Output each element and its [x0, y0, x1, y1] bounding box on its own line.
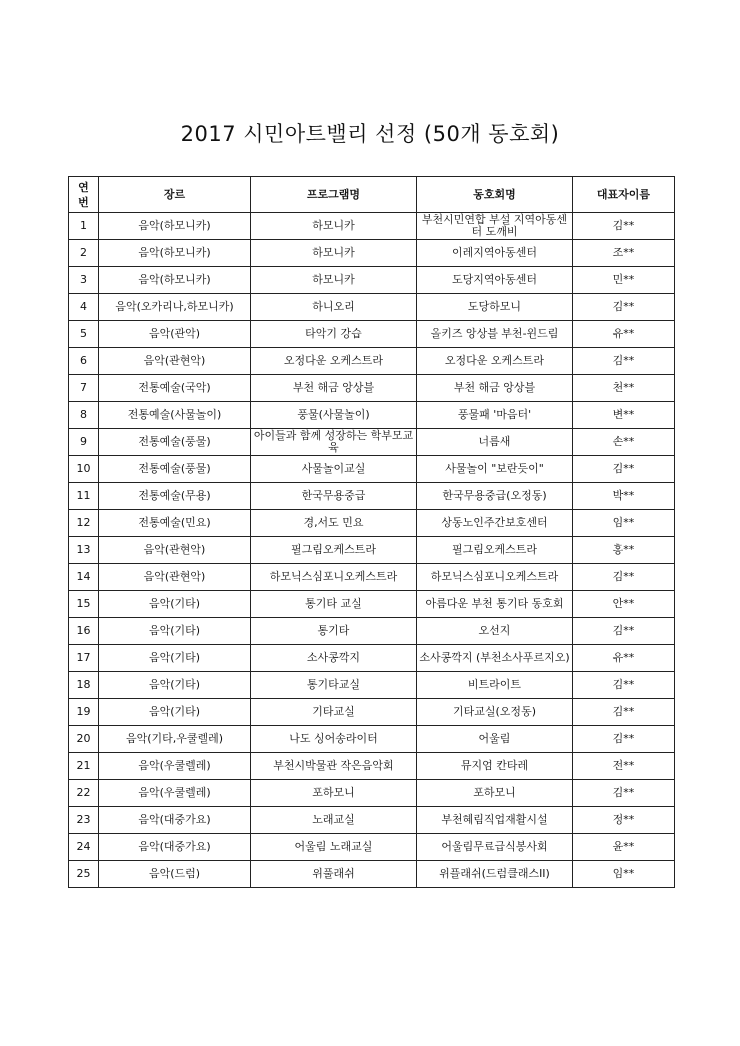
table-row [69, 510, 675, 537]
cell-genre: 음악(기타) [99, 699, 251, 726]
cell-number: 17 [69, 645, 99, 672]
cell-program: 하모니카 [251, 213, 417, 240]
cell-club: 오선지 [417, 618, 573, 645]
cell-number: 14 [69, 564, 99, 591]
cell-program: 경,서도 민요 [251, 510, 417, 537]
cell-program: 부천시박물관 작은음악회 [251, 753, 417, 780]
cell-representative: 김** [573, 726, 675, 753]
cell-number: 10 [69, 456, 99, 483]
cell-representative: 김** [573, 699, 675, 726]
cell-genre: 음악(하모니카) [99, 213, 251, 240]
cell-number: 9 [69, 429, 99, 456]
cell-genre: 음악(기타) [99, 618, 251, 645]
cell-genre: 음악(우쿨렐레) [99, 753, 251, 780]
cell-program: 하모니카 [251, 267, 417, 294]
cell-genre: 전통예술(국악) [99, 375, 251, 402]
cell-program: 통기타 교실 [251, 591, 417, 618]
cell-club: 필그림오케스트라 [417, 537, 573, 564]
cell-program: 하니오리 [251, 294, 417, 321]
cell-club: 기타교실(오정동) [417, 699, 573, 726]
table-row [69, 726, 675, 753]
cell-program: 노래교실 [251, 807, 417, 834]
cell-representative: 박** [573, 483, 675, 510]
cell-genre: 음악(드럼) [99, 861, 251, 888]
cell-number: 12 [69, 510, 99, 537]
cell-number: 21 [69, 753, 99, 780]
cell-representative: 유** [573, 645, 675, 672]
cell-genre: 전통예술(민요) [99, 510, 251, 537]
cell-program: 소사콩깍지 [251, 645, 417, 672]
club-selection-table [68, 176, 675, 888]
cell-number: 11 [69, 483, 99, 510]
header-number-line2: 번 [78, 195, 89, 209]
cell-number: 4 [69, 294, 99, 321]
cell-program: 하모닉스심포니오케스트라 [251, 564, 417, 591]
header-representative: 대표자이름 [573, 177, 675, 213]
cell-club: 소사콩깍지 (부천소사푸르지오) [417, 645, 573, 672]
cell-program: 필그림오케스트라 [251, 537, 417, 564]
table-row [69, 537, 675, 564]
page-title: 2017 시민아트밸리 선정 (50개 동호회) [180, 122, 560, 146]
cell-number: 3 [69, 267, 99, 294]
cell-representative: 임** [573, 510, 675, 537]
header-number-line1: 연 [78, 180, 89, 194]
header-number [69, 177, 99, 213]
cell-number: 18 [69, 672, 99, 699]
cell-genre: 전통예술(풍물) [99, 429, 251, 456]
cell-number: 5 [69, 321, 99, 348]
cell-number: 19 [69, 699, 99, 726]
table-row [69, 834, 675, 861]
cell-genre: 전통예술(풍물) [99, 456, 251, 483]
table-row [69, 213, 675, 240]
cell-club: 오정다운 오케스트라 [417, 348, 573, 375]
cell-representative: 윤** [573, 834, 675, 861]
cell-genre: 음악(우쿨렐레) [99, 780, 251, 807]
table-row [69, 240, 675, 267]
table-row [69, 429, 675, 456]
cell-representative: 홍** [573, 537, 675, 564]
cell-representative: 김** [573, 564, 675, 591]
header-club: 동호회명 [417, 177, 573, 213]
cell-program: 사물놀이교실 [251, 456, 417, 483]
cell-program: 풍물(사물놀이) [251, 402, 417, 429]
cell-club: 사물놀이 "보란듯이" [417, 456, 573, 483]
table-body [69, 213, 675, 888]
table-row [69, 402, 675, 429]
table-row [69, 294, 675, 321]
cell-number: 2 [69, 240, 99, 267]
cell-club: 위플래쉬(드럼클래스II) [417, 861, 573, 888]
cell-genre: 음악(관악) [99, 321, 251, 348]
cell-genre: 음악(기타) [99, 672, 251, 699]
cell-club: 부천혜림직업재활시설 [417, 807, 573, 834]
header-genre: 장르 [99, 177, 251, 213]
cell-representative: 천** [573, 375, 675, 402]
cell-representative: 민** [573, 267, 675, 294]
cell-club: 풍물패 '마음터' [417, 402, 573, 429]
cell-club: 도당하모니 [417, 294, 573, 321]
cell-club: 부천시민연합 부설 지역아동센터 도깨비 [417, 213, 573, 240]
table-row [69, 375, 675, 402]
table-row [69, 699, 675, 726]
cell-genre: 음악(대중가요) [99, 834, 251, 861]
cell-representative: 김** [573, 456, 675, 483]
table-row [69, 618, 675, 645]
table-row [69, 456, 675, 483]
cell-genre: 음악(기타) [99, 591, 251, 618]
table-row [69, 483, 675, 510]
table-row [69, 672, 675, 699]
cell-club: 올키즈 앙상블 부천-윈드림 [417, 321, 573, 348]
cell-genre: 음악(대중가요) [99, 807, 251, 834]
cell-number: 24 [69, 834, 99, 861]
cell-genre: 음악(기타) [99, 645, 251, 672]
cell-program: 타악기 강습 [251, 321, 417, 348]
cell-program: 포하모니 [251, 780, 417, 807]
cell-club: 상동노인주간보호센터 [417, 510, 573, 537]
cell-genre: 음악(관현악) [99, 564, 251, 591]
cell-number: 13 [69, 537, 99, 564]
cell-genre: 음악(기타,우쿨렐레) [99, 726, 251, 753]
cell-club: 비트라이트 [417, 672, 573, 699]
table-header-row [69, 177, 675, 213]
cell-club: 아름다운 부천 통기타 동호회 [417, 591, 573, 618]
cell-genre: 음악(하모니카) [99, 267, 251, 294]
cell-program: 통기타교실 [251, 672, 417, 699]
cell-representative: 조** [573, 240, 675, 267]
table-row [69, 321, 675, 348]
cell-program: 위풀래쉬 [251, 861, 417, 888]
cell-club: 뮤지엄 칸타레 [417, 753, 573, 780]
cell-genre: 전통예술(사물놀이) [99, 402, 251, 429]
cell-club: 부천 해금 앙상블 [417, 375, 573, 402]
table-row [69, 753, 675, 780]
cell-representative: 김** [573, 294, 675, 321]
cell-genre: 음악(오카리나,하모니카) [99, 294, 251, 321]
cell-number: 20 [69, 726, 99, 753]
cell-club: 도당지역아동센터 [417, 267, 573, 294]
cell-number: 15 [69, 591, 99, 618]
table-row [69, 591, 675, 618]
cell-program: 하모니카 [251, 240, 417, 267]
cell-genre: 음악(하모니카) [99, 240, 251, 267]
cell-number: 7 [69, 375, 99, 402]
cell-representative: 손** [573, 429, 675, 456]
cell-club: 한국무용중급(오정동) [417, 483, 573, 510]
cell-program: 아이들과 함께 성장하는 학부모교육 [251, 429, 417, 456]
cell-number: 23 [69, 807, 99, 834]
cell-representative: 유** [573, 321, 675, 348]
cell-representative: 김** [573, 780, 675, 807]
cell-number: 25 [69, 861, 99, 888]
cell-club: 이레지역아동센터 [417, 240, 573, 267]
cell-club: 포하모니 [417, 780, 573, 807]
cell-program: 통기타 [251, 618, 417, 645]
cell-club: 너름새 [417, 429, 573, 456]
cell-number: 1 [69, 213, 99, 240]
table-row [69, 564, 675, 591]
cell-representative: 김** [573, 618, 675, 645]
cell-club: 어울림무료급식봉사회 [417, 834, 573, 861]
cell-representative: 안** [573, 591, 675, 618]
cell-program: 오정다운 오케스트라 [251, 348, 417, 375]
cell-representative: 전** [573, 753, 675, 780]
cell-program: 한국무용중급 [251, 483, 417, 510]
cell-number: 8 [69, 402, 99, 429]
cell-club: 하모닉스심포니오케스트라 [417, 564, 573, 591]
table-row [69, 807, 675, 834]
cell-genre: 음악(관현악) [99, 537, 251, 564]
table-row [69, 861, 675, 888]
cell-representative: 임** [573, 861, 675, 888]
header-program: 프로그램명 [251, 177, 417, 213]
cell-genre: 전통예술(무용) [99, 483, 251, 510]
table-row [69, 348, 675, 375]
cell-program: 어울림 노래교실 [251, 834, 417, 861]
cell-representative: 변** [573, 402, 675, 429]
cell-number: 22 [69, 780, 99, 807]
cell-number: 6 [69, 348, 99, 375]
cell-representative: 김** [573, 348, 675, 375]
table-row [69, 780, 675, 807]
table-row [69, 645, 675, 672]
cell-program: 나도 싱어송라이터 [251, 726, 417, 753]
cell-representative: 정** [573, 807, 675, 834]
cell-club: 어울림 [417, 726, 573, 753]
table-row [69, 267, 675, 294]
cell-number: 16 [69, 618, 99, 645]
cell-genre: 음악(관현악) [99, 348, 251, 375]
cell-program: 기타교실 [251, 699, 417, 726]
cell-representative: 김** [573, 672, 675, 699]
cell-program: 부천 해금 앙상블 [251, 375, 417, 402]
cell-representative: 김** [573, 213, 675, 240]
